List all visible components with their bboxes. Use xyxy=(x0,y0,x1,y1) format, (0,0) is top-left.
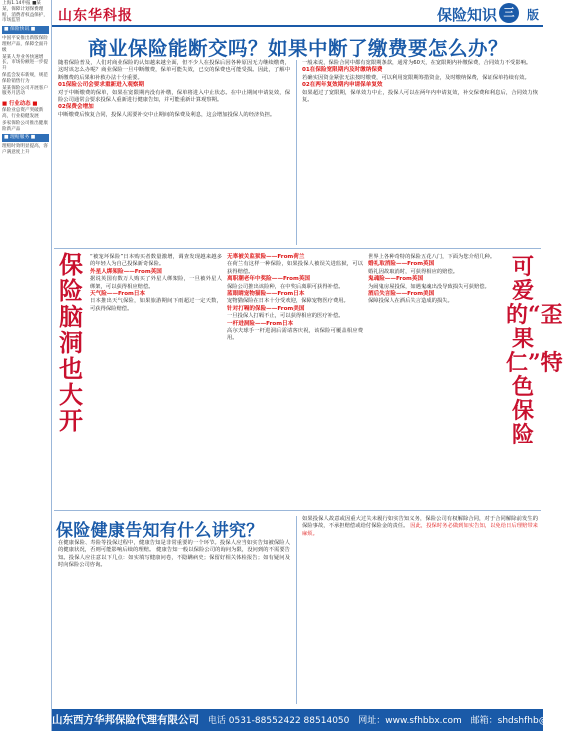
sidebar-item: 保险业总资产突破新高，行业稳健发展 xyxy=(2,108,44,119)
sidebar-item: 上海1.14申报 ■某某，保障计划保费理赔，消费者权益保护，市场监管 xyxy=(2,1,48,24)
vertical-title-right: 可爱的“歪果仁”特色保险 xyxy=(506,254,563,448)
paragraph: 一旦投保人打嗝不止，可以获得相应的医疗补偿。 xyxy=(227,313,344,320)
paragraph: 一般来说，保险合同中都有宽限期条款，通常为60天，在宽限期内补缴保费，合同效力不受影响。 xyxy=(302,60,532,66)
article-column xyxy=(302,60,538,245)
subheading: 婚礼取消险——From英国 xyxy=(368,261,435,268)
sidebar-section-header: ■ 行业动态 ■ xyxy=(2,101,38,108)
article-column xyxy=(58,60,290,245)
section-divider xyxy=(54,248,541,249)
subheading: 蓝眼睛宠物猫险——From日本 xyxy=(227,291,305,298)
subheading: 一杆进洞险——From日本 xyxy=(227,320,294,327)
sidebar-item: 某某人寿业务快速增长，市场份额进一步提升 xyxy=(2,54,48,72)
paragraph: 为闹鬼房屋投保，如遇鬼魂出没导致损失可获赔偿。 xyxy=(368,283,490,290)
sidebar-item: 保监会发布新规，规范保险销售行为 xyxy=(2,72,48,84)
article-title: 商业保险能断交吗？如果中断了缴费要怎么办？ xyxy=(87,37,508,60)
paragraph: 对于中断缴费的保单，如果在宽限期内没有补缴，保单将进入中止状态。在中止期间申请复效，保险公司通常会要求投保人重新进行健康告知，并可能重新计算观察期。 xyxy=(58,89,290,104)
sidebar-section-header: ■ 理赔服务 ■ xyxy=(2,134,49,142)
highlight-paragraph: 因此，投保时务必做到如实告知，以免给日后理赔带来麻烦。 xyxy=(302,523,538,537)
subheading: 天气险——From日本 xyxy=(90,291,146,298)
article-column xyxy=(227,254,363,506)
sidebar-item: 中国平安推出新版保险理财产品，保障全面升级 xyxy=(2,36,48,53)
sidebar-item: 多家保险公司推出健康险新产品 xyxy=(2,120,48,132)
page-header xyxy=(52,0,543,27)
sidebar-section-header: ■ 保险快讯 ■ xyxy=(2,26,49,34)
vertical-title-left: 保险脑洞也大开 xyxy=(59,250,83,435)
paragraph: 日本推出天气保险，如果旅游期间下雨超过一定天数，可获得保险赔偿。 xyxy=(90,298,222,312)
section-divider xyxy=(54,510,541,511)
footer-bar xyxy=(52,709,587,731)
page-number-badge: 三 xyxy=(499,3,519,23)
article-column xyxy=(302,516,538,704)
sidebar xyxy=(0,0,52,731)
sidebar-item: 理赔时效明显提高，客户满意度上升 xyxy=(2,144,48,156)
paragraph: 高尔夫球手一杆进洞后需请客庆祝，该保险可覆盖相应费用。 xyxy=(227,328,363,342)
subheading: 01在保险宽限期内及时缴纳保费 xyxy=(302,67,383,74)
subheading: 鬼魂险——From英国 xyxy=(368,276,424,283)
paragraph: 健康告知一般以保险公司的询问为限，没问到的不需要告知。投保人应注意以下几点：如实填写健康问卷，不隐瞒病史；保留好相关体检报告；如有疑问及时向保险公司咨询。 xyxy=(58,547,290,569)
section-title: 保险知识 xyxy=(436,6,497,24)
paragraph: 保险公司推出该险种，在中奖后离职可获得补偿。 xyxy=(227,283,344,290)
paragraph: 中断缴费后恢复合同，投保人需要补交中止期间的保费及利息，这会增加投保人的经济负担。 xyxy=(58,111,276,118)
subheading: 01保险公司会要求重新进入观察期 xyxy=(58,82,145,89)
paragraph: 在健康保险、寿险等投保过程中，健康告知是非常重要的一个环节。投保人应当如实告知被保险人的健康状况，否则可能影响后续的理赔。 xyxy=(58,540,290,554)
paragraph: 在荷兰有这样一种保险，如果投保人被误关进监狱，可以获得赔偿。 xyxy=(227,261,363,275)
page-suffix: 版 xyxy=(526,8,539,22)
paragraph: 若确实因资金紧张无法按时缴费，可以利用宽限期筹措资金，及时缴纳保费，保证保单持续有效。 xyxy=(302,74,530,81)
subheading: 无辜被关监狱险——From荷兰 xyxy=(227,254,305,260)
subheading: 针对打嗝的保险——From美国 xyxy=(227,305,305,312)
subheading: 离职潮老年中奖险——From英国 xyxy=(227,276,311,283)
subheading: 02保费会增加 xyxy=(58,104,94,111)
article-column xyxy=(90,254,222,506)
paragraph: 世界上各种奇特的保险五花八门，下面为您介绍几种。 xyxy=(368,254,496,260)
article-column xyxy=(368,254,502,506)
paragraph: 保障投保人在酒后失言造成的损失。 xyxy=(368,298,453,305)
subheading: 外星人绑架险——From英国 xyxy=(90,268,162,275)
phone-text: 电话 0531-88552422 88514050 xyxy=(207,716,350,726)
paragraph: “被宠坏保险”日本购买者数量激增，调查发现越来越多的年轻人为自己投保新奇保险。 xyxy=(90,254,222,268)
paragraph: 据说英国有数万人购买了外星人绑架险，一旦被外星人绑架，可以获得相应赔偿。 xyxy=(90,276,222,290)
newspaper-logo: 山东华科报 xyxy=(58,8,133,24)
sidebar-item: 某某保险公司开展客户服务月活动 xyxy=(2,85,48,97)
paragraph: 如果投保人故意或因重大过失未履行如实告知义务，保险公司有权解除合同，对于合同解除前发生的保险事故，不承担赔偿或给付保险金的责任。 xyxy=(302,516,538,530)
subheading: 酒后失言险——From美国 xyxy=(368,291,435,298)
paragraph: 婚礼因故取消时，可获得相应的赔偿。 xyxy=(368,268,459,275)
paragraph: 宠物猫保险在日本十分受欢迎，保障宠物医疗费用。 xyxy=(227,298,349,305)
column-divider xyxy=(296,60,297,245)
paragraph: 随着保险普及，人们对商业保险的认知越来越全面，但不少人在投保后因各种原因无力继续缴费，这时该怎么办呢？商业保险一旦中断缴费，保单可能失效，已交的保费也可能受损。因此，了解中断缴费的后果和补救办法十分重要。 xyxy=(58,60,290,81)
website-text: 网址：www.sfhbbx.com xyxy=(358,716,462,726)
email-text: 邮箱：shdshfhb@163.com xyxy=(470,716,587,726)
article-title: 保险健康告知有什么讲究？ xyxy=(56,521,264,541)
paragraph: 如果超过了宽限期，保单效力中止，投保人可以在两年内申请复效，补交保费和利息后，合同效力恢复。 xyxy=(302,89,538,104)
column-divider xyxy=(296,516,297,704)
subheading: 02在两年复效期内申请保单复效 xyxy=(302,82,383,89)
article-column xyxy=(58,540,290,704)
company-name: 山东西方华邦保险代理有限公司 xyxy=(52,714,199,726)
